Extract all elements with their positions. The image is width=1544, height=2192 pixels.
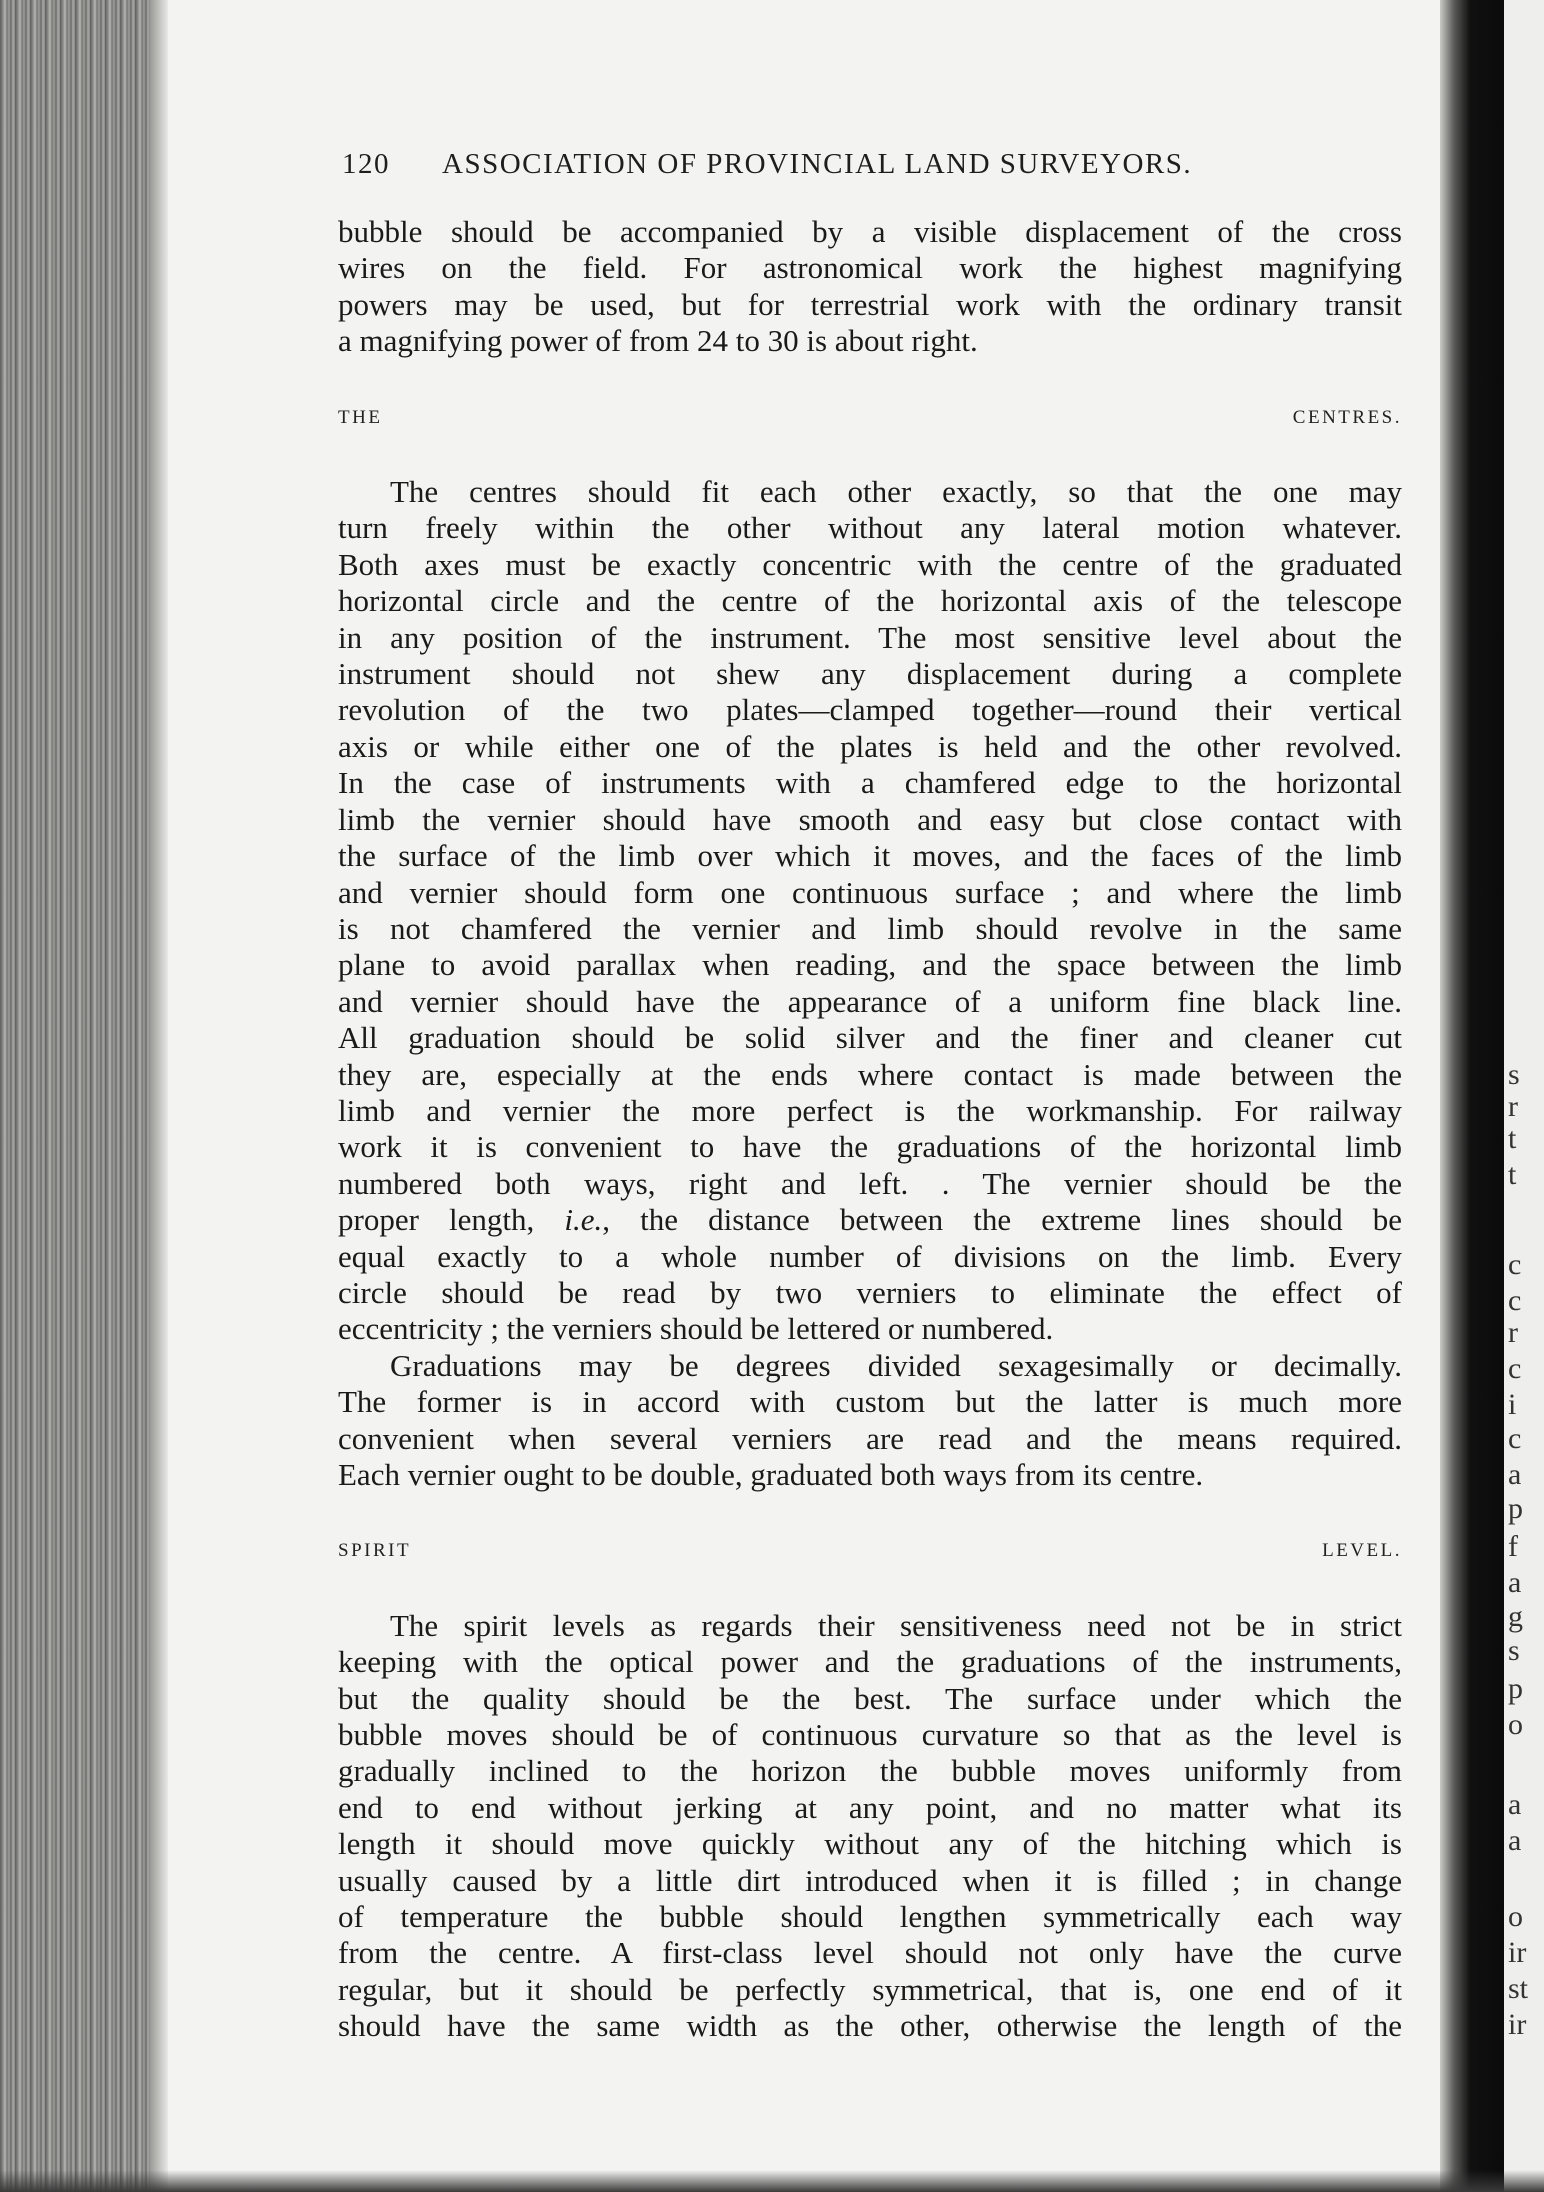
text-line: length it should move quickly without any of the hitching which is xyxy=(338,1826,1402,1862)
text-line: and vernier should have the appearance of a uniform fine black line. xyxy=(338,983,1402,1019)
text-line: wires on the field. For astronomical work the highest magnifying xyxy=(338,250,1402,286)
text-line: All graduation should be solid silver and the finer and cleaner cut xyxy=(338,1020,1402,1056)
intro-paragraph xyxy=(338,214,1402,360)
facing-page-letter: o xyxy=(1508,1708,1523,1741)
text-line: and vernier should form one continuous surface ; and where the limb xyxy=(338,874,1402,910)
text-line: The former is in accord with custom but the latter is much more xyxy=(338,1384,1402,1420)
text-line: work it is convenient to have the graduations of the horizontal limb xyxy=(338,1129,1402,1165)
facing-page-letter: t xyxy=(1508,1122,1517,1155)
text-line: usually caused by a little dirt introduced when it is filled ; in change xyxy=(338,1862,1402,1898)
page-edge-gutter xyxy=(0,0,168,2192)
text-fragment: proper length, xyxy=(338,1202,565,1238)
text-line: bubble should be accompanied by a visible displacement of the cross xyxy=(338,214,1402,249)
facing-page-letter: t xyxy=(1508,1158,1517,1191)
running-title: ASSOCIATION OF PROVINCIAL LAND SURVEYORS. xyxy=(442,148,1193,180)
page-number: 120 xyxy=(342,148,390,180)
running-head xyxy=(342,148,1402,181)
text-line: from the centre. A first-class level should not only have the curve xyxy=(338,1935,1402,1971)
facing-page-letter: r xyxy=(1508,1090,1518,1123)
binding-fold xyxy=(1440,0,1504,2192)
facing-page-letter: a xyxy=(1508,1458,1522,1491)
text-line: but the quality should be the best. The surface under which the xyxy=(338,1680,1402,1716)
text-line: of temperature the bubble should lengthen symmetrically each way xyxy=(338,1899,1402,1935)
text-line: convenient when several verniers are read and the means required. xyxy=(338,1420,1402,1456)
facing-page-letter: p xyxy=(1508,1492,1523,1525)
text-line: revolution of the two plates—clamped together—round their vertical xyxy=(338,692,1402,728)
text-line: Graduations may be degrees divided sexagesimally or decimally. xyxy=(390,1347,1402,1383)
text-line: Both axes must be exactly concentric with the centre of the graduated xyxy=(338,546,1402,582)
text-line: plane to avoid parallax when reading, and the space between the limb xyxy=(338,947,1402,983)
facing-page-letter: c xyxy=(1508,1422,1522,1455)
text-line: gradually inclined to the horizon the bubble moves uniformly from xyxy=(338,1753,1402,1789)
section-heading-spirit-level: SPIRIT LEVEL. xyxy=(338,1540,1402,1562)
section-heading-centres: THE CENTRES. xyxy=(338,406,1402,428)
text-line: The spirit levels as regards their sensitiveness need not be in strict xyxy=(390,1607,1402,1643)
text-line: a magnifying power of from 24 to 30 is about right. xyxy=(338,323,978,359)
text-line: horizontal circle and the centre of the horizontal axis of the telescope xyxy=(338,583,1402,619)
text-line: instrument should not shew any displacement during a complete xyxy=(338,656,1402,692)
text-line: Each vernier ought to be double, graduated both ways from its centre. xyxy=(338,1457,1204,1492)
text-line: equal exactly to a whole number of divisions on the limb. Every xyxy=(338,1238,1402,1274)
facing-page-edge xyxy=(1504,0,1544,2192)
facing-page-letter: s xyxy=(1508,1634,1520,1667)
facing-page-letter: c xyxy=(1508,1352,1522,1385)
facing-page-letter: st xyxy=(1508,1972,1529,2005)
centres-paragraph-1 xyxy=(338,474,1402,1348)
text-line: in any position of the instrument. The most sensitive level about the xyxy=(338,619,1402,655)
text-line: powers may be used, but for terrestrial work with the ordinary transit xyxy=(338,286,1402,322)
text-line: In the case of instruments with a chamfered edge to the horizontal xyxy=(338,765,1402,801)
text-line: circle should be read by two verniers to eliminate the effect of xyxy=(338,1274,1402,1310)
bottom-shadow xyxy=(0,2170,1544,2192)
text-line: axis or while either one of the plates is held and the other revolved. xyxy=(338,728,1402,764)
text-line: limb the vernier should have smooth and easy but close contact with xyxy=(338,801,1402,837)
spirit-paragraph-1 xyxy=(338,1608,1402,2045)
text-line: eccentricity ; the verniers should be lettered or numbered. xyxy=(338,1311,1054,1347)
facing-page-letter: a xyxy=(1508,1566,1522,1599)
text-line: regular, but it should be perfectly symmetrical, that is, one end of it xyxy=(338,1971,1402,2007)
facing-page-letter: ir xyxy=(1508,2008,1527,2041)
text-line: they are, especially at the ends where contact is made between the xyxy=(338,1056,1402,1092)
facing-page-letter: p xyxy=(1508,1672,1523,1705)
text-line: numbered both ways, right and left. . The vernier should be the xyxy=(338,1165,1402,1201)
text-line: should have the same width as the other, otherwise the length of the xyxy=(338,2008,1402,2044)
centres-paragraph-2 xyxy=(338,1348,1402,1494)
text-line: is not chamfered the vernier and limb should revolve in the same xyxy=(338,910,1402,946)
text-line: the surface of the limb over which it moves, and the faces of the limb xyxy=(338,838,1402,874)
facing-page-letter: g xyxy=(1508,1600,1523,1633)
facing-page-letter: o xyxy=(1508,1900,1523,1933)
page-body xyxy=(338,214,1402,2045)
text-line: limb and vernier the more perfect is the workmanship. For railway xyxy=(338,1092,1402,1128)
facing-page-letter: r xyxy=(1508,1316,1518,1349)
text-line: end to end without jerking at any point, and no matter what its xyxy=(338,1789,1402,1825)
text-fragment: , the distance between the extreme lines should be xyxy=(602,1202,1402,1238)
text-line: turn freely within the other without any lateral motion whatever. xyxy=(338,510,1402,546)
facing-page-letter: c xyxy=(1508,1284,1522,1317)
facing-page-letter: s xyxy=(1508,1058,1520,1091)
italic-ie: i.e. xyxy=(564,1202,603,1238)
text-line: The centres should fit each other exactly, so that the one may xyxy=(390,474,1402,510)
facing-page-letter: a xyxy=(1508,1788,1522,1821)
facing-page-letter: c xyxy=(1508,1248,1522,1281)
facing-page-letter: i xyxy=(1508,1388,1517,1421)
facing-page-letter: ir xyxy=(1508,1936,1527,1969)
facing-page-letter: f xyxy=(1508,1530,1518,1563)
text-line: bubble moves should be of continuous curvature so that as the level is xyxy=(338,1717,1402,1753)
text-line: keeping with the optical power and the graduations of the instruments, xyxy=(338,1644,1402,1680)
text-line-ie xyxy=(338,1202,1402,1238)
facing-page-letter: a xyxy=(1508,1824,1522,1857)
